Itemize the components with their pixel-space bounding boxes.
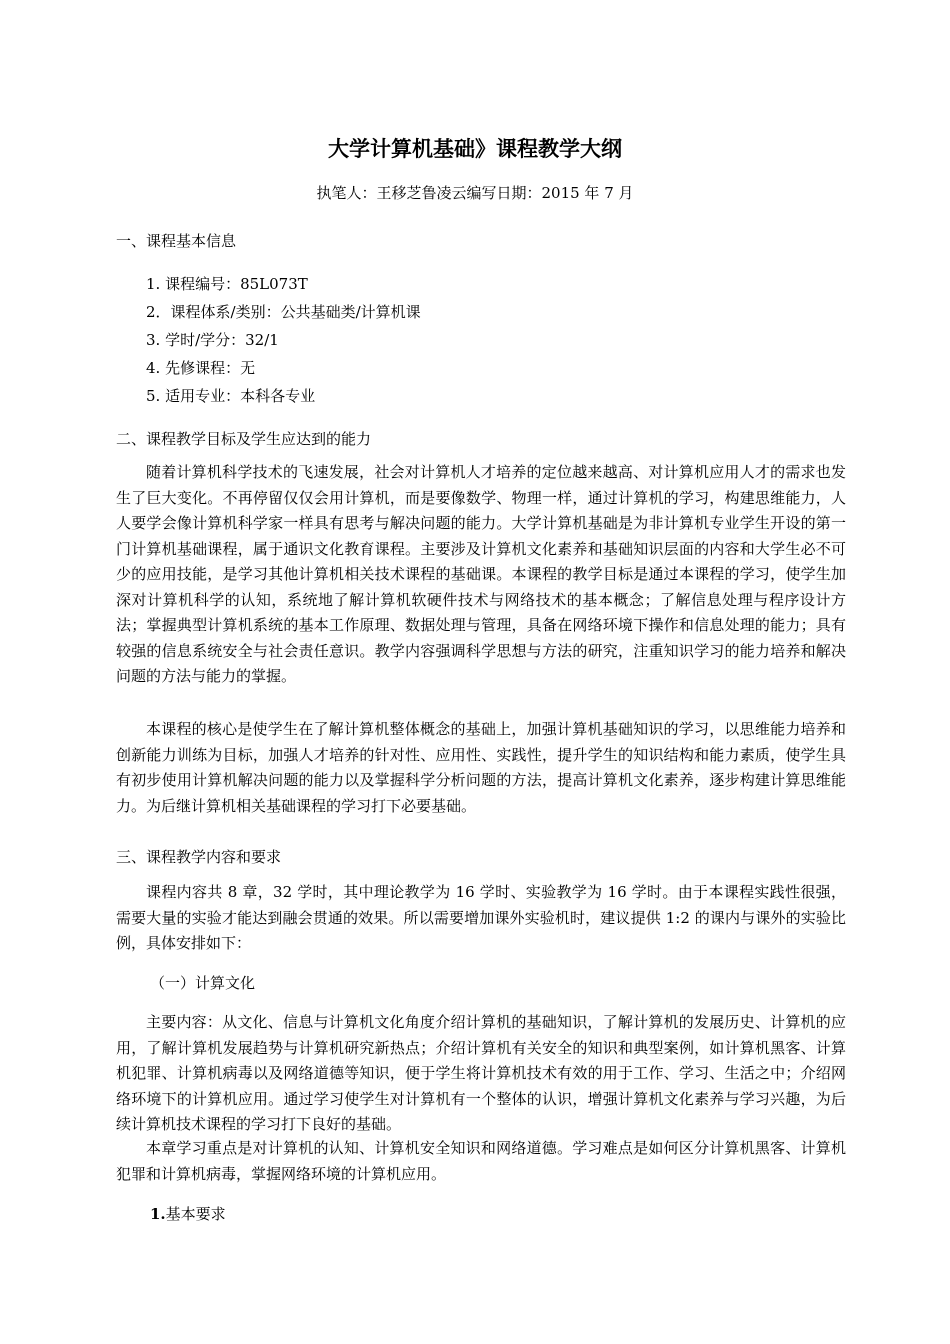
chapter-heading-computing-culture: （一）计算文化 xyxy=(150,974,256,992)
info-item-course-category: 2．课程体系/类别：公共基础类/计算机课 xyxy=(146,303,421,321)
author-date-line: 执笔人：王移芝鲁凌云编写日期：2015 年 7 月 xyxy=(316,184,634,202)
objectives-paragraph-2: 本课程的核心是使学生在了解计算机整体概念的基础上，加强计算机基础知识的学习，以思维能力培养和创新能力训练为目标，加强人才培养的针对性、应用性、实践性，提升学生的知识结构和能力素质，使学生具有初步使用计算机解决问题的能力以及掌握科学分析问题的方法，提高计算机文化素养，逐步构建计算思维能力。为后继计算机相关基础课程的学习打下必要基础。 xyxy=(116,720,846,815)
section-heading-objectives: 二、课程教学目标及学生应达到的能力 xyxy=(116,430,372,448)
basic-requirements-heading xyxy=(150,1203,226,1224)
content-intro-paragraph: 课程内容共 8 章，32 学时，其中理论教学为 16 学时、实验教学为 16 学时。由于本课程实践性很强，需要大量的实验才能达到融会贯通的效果。所以需要增加课外实验机时，建议提供 1:2 的课内与课外的实验比例，具体安排如下： xyxy=(116,883,846,952)
course-info-list xyxy=(146,272,421,412)
basic-requirements-label: 基本要求 xyxy=(165,1205,226,1223)
section-heading-basic-info: 一、课程基本信息 xyxy=(116,232,237,250)
chapter-focus-paragraph: 本章学习重点是对计算机的认知、计算机安全知识和网络道德。学习难点是如何区分计算机黑客、计算机犯罪和计算机病毒，掌握网络环境的计算机应用。 xyxy=(116,1139,846,1183)
section-heading-content: 三、课程教学内容和要求 xyxy=(116,848,282,866)
document-title: 大学计算机基础》课程教学大纲 xyxy=(328,137,622,161)
info-item-course-code: 1. 课程编号：85L073T xyxy=(146,275,308,293)
info-item-majors: 5. 适用专业：本科各专业 xyxy=(146,387,316,405)
info-item-prerequisite: 4. 先修课程：无 xyxy=(146,359,256,377)
info-item-hours-credits: 3. 学时/学分：32/1 xyxy=(146,331,279,349)
objectives-paragraph-1: 随着计算机科学技术的飞速发展，社会对计算机人才培养的定位越来越高、对计算机应用人才的需求也发生了巨大变化。不再停留仅仅会用计算机，而是要像数学、物理一样，通过计算机的学习，构建思维能力，人人要学会像计算机科学家一样具有思考与解决问题的能力。大学计算机基础是为非计算机专业学生开设的第一门计算机基础课程，属于通识文化教育课程。主要涉及计算机文化素养和基础知识层面的内容和大学生必不可少的应用技能，是学习其他计算机相关技术课程的基础课。本课程的教学目标是通过本课程的学习，使学生加深对计算机科学的认知，系统地了解计算机软硬件技术与网络技术的基本概念；了解信息处理与程序设计方法；掌握典型计算机系统的基本工作原理、数据处理与管理，具备在网络环境下操作和信息处理的能力；具有较强的信息系统安全与社会责任意识。教学内容强调科学思想与方法的研究，注重知识学习的能力培养和解决问题的方法与能力的掌握。 xyxy=(116,463,846,685)
basic-requirements-number: 1. xyxy=(150,1205,166,1223)
chapter-main-content-paragraph: 主要内容：从文化、信息与计算机文化角度介绍计算机的基础知识，了解计算机的发展历史、计算机的应用，了解计算机发展趋势与计算机研究新热点；介绍计算机有关安全的知识和典型案例，如计算机黑客、计算机犯罪、计算机病毒以及网络道德等知识，便于学生将计算机技术有效的用于工作、学习、生活之中；介绍网络环境下的计算机应用。通过学习使学生对计算机有一个整体的认识，增强计算机文化素养与学习兴趣，为后续计算机技术课程的学习打下良好的基础。 xyxy=(116,1013,846,1133)
